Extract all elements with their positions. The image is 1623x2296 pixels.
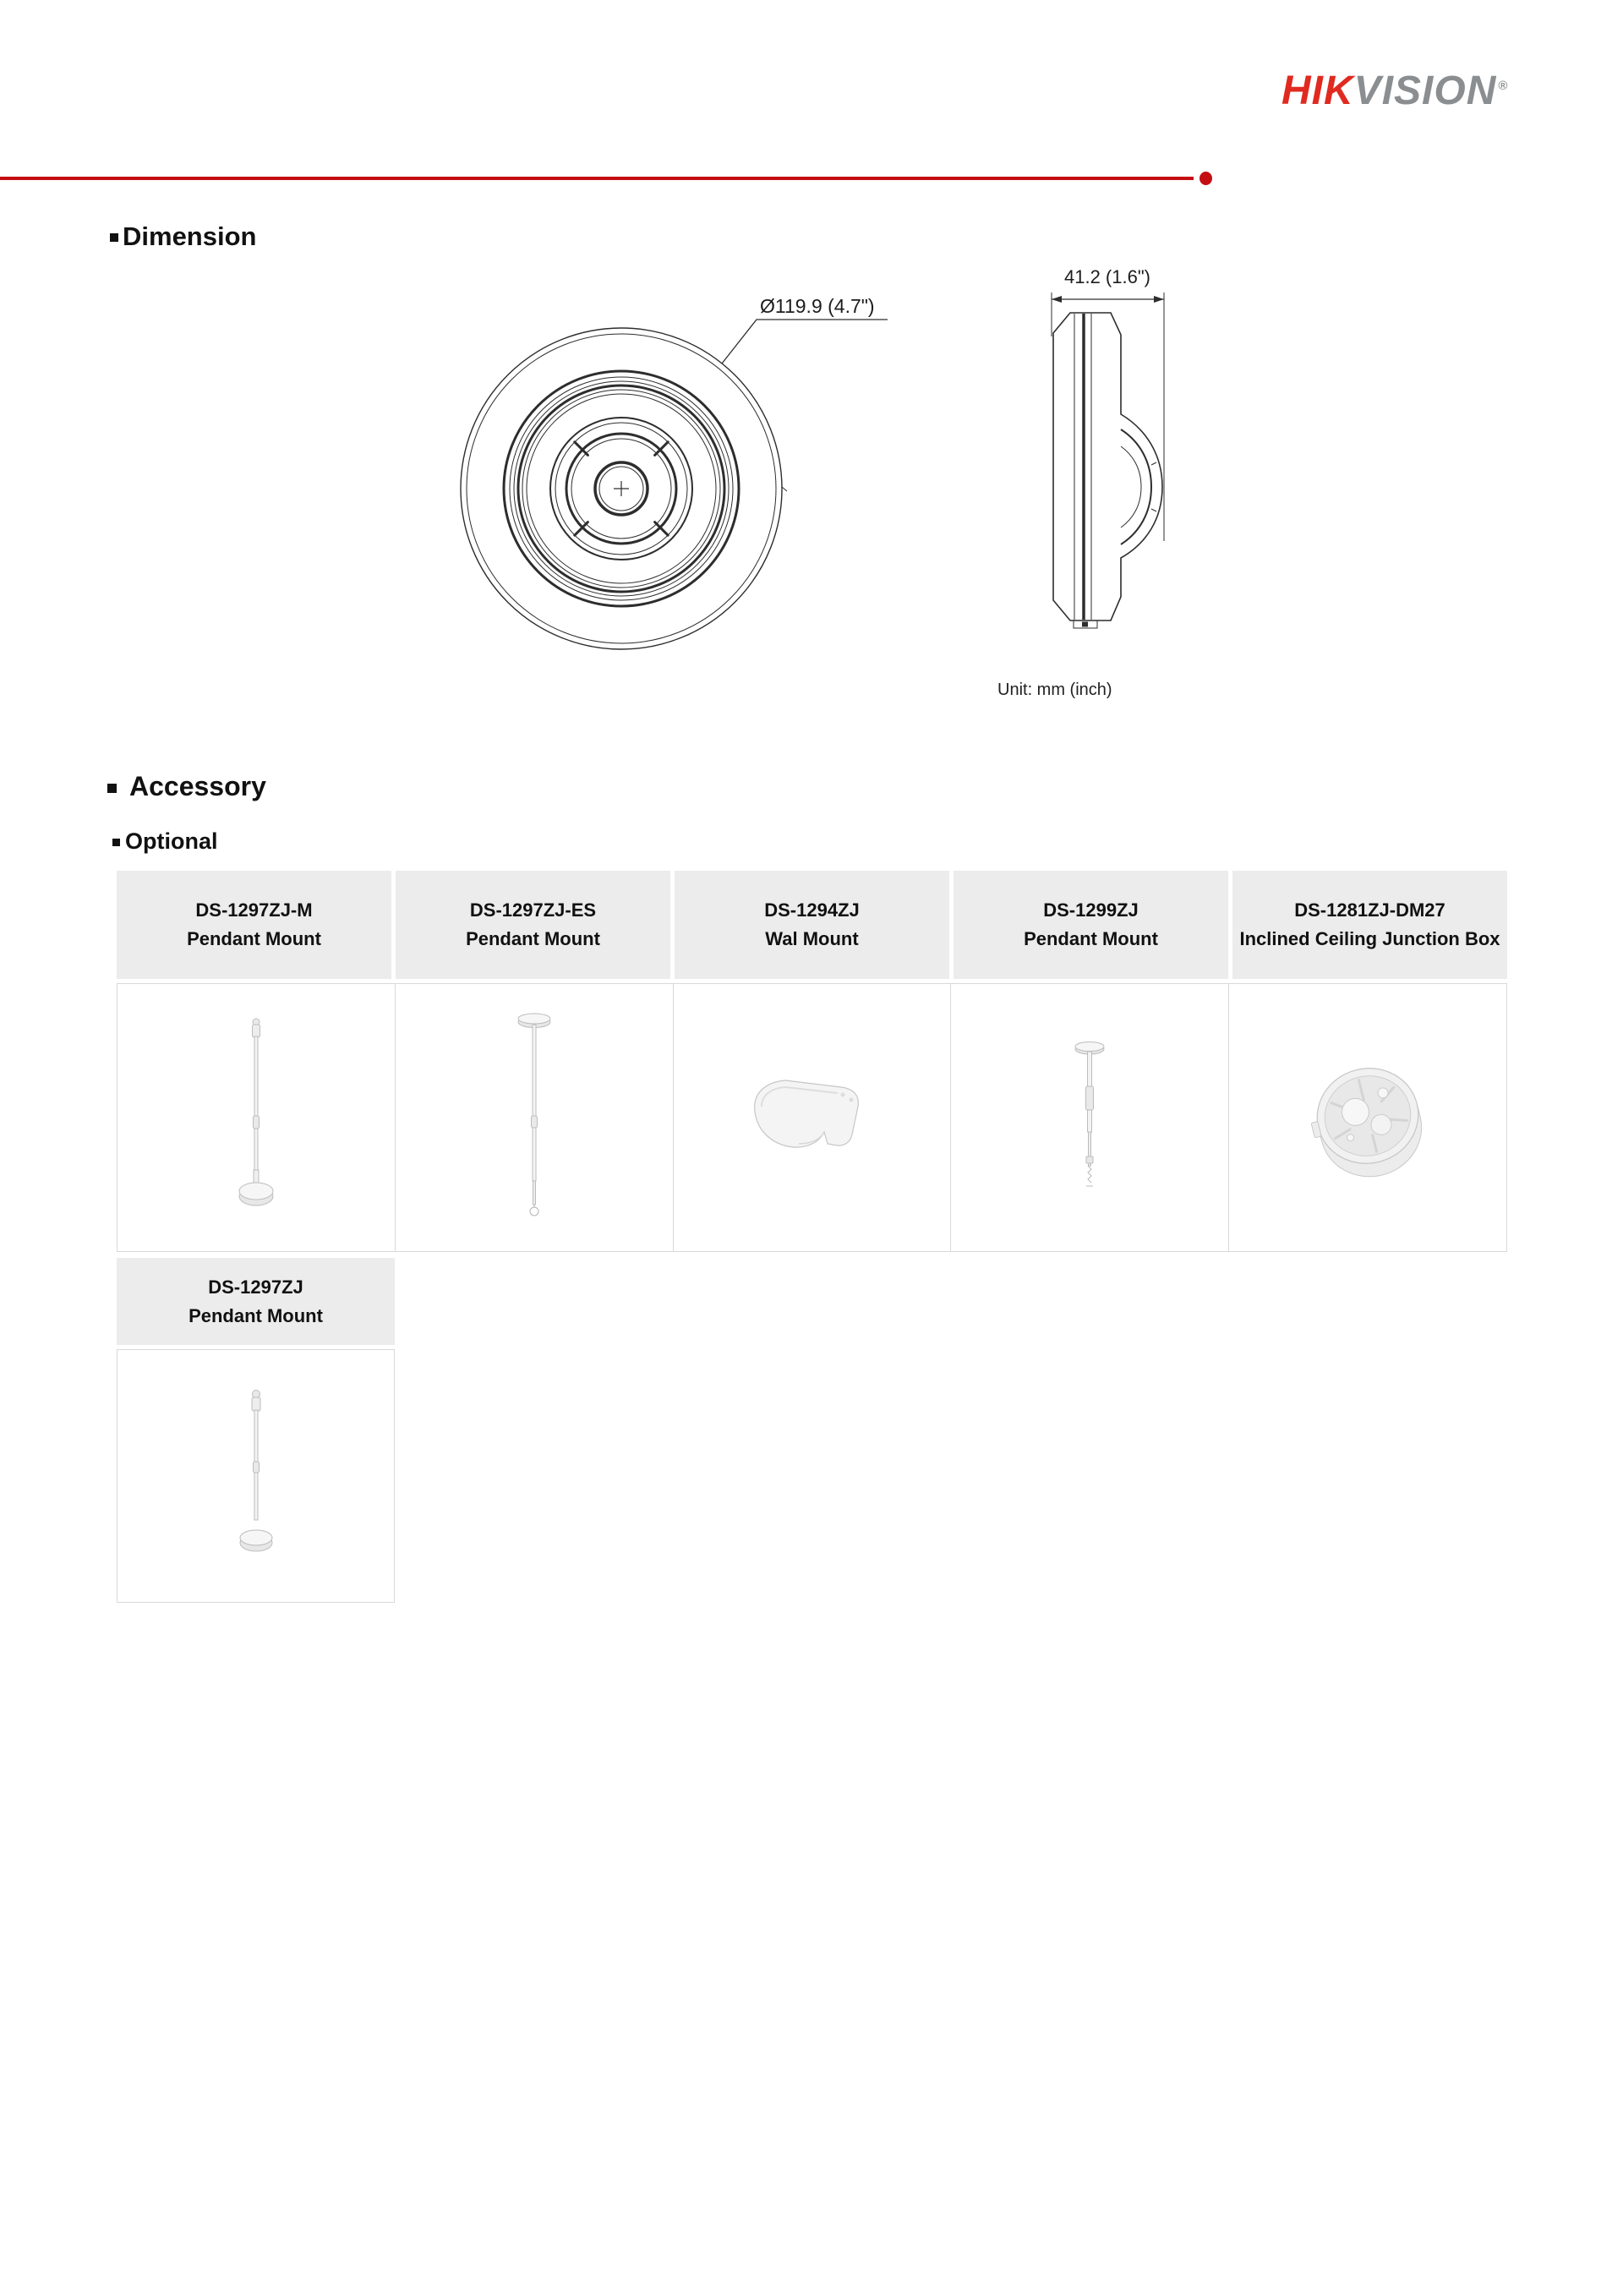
front-diameter-label: Ø119.9 (4.7") bbox=[760, 295, 875, 317]
accessory-model: DS-1281ZJ-DM27 bbox=[1294, 899, 1445, 921]
accessory-table-row2 bbox=[117, 1258, 395, 1603]
accessory-header-cell bbox=[954, 871, 1228, 979]
dimension-heading-label: Dimension bbox=[123, 221, 257, 251]
accessory-header-row bbox=[117, 871, 1507, 979]
accessory-model: DS-1297ZJ bbox=[208, 1276, 303, 1298]
pendant-mount-1299-image bbox=[1064, 1037, 1115, 1198]
logo-hik-text: HIK bbox=[1281, 68, 1354, 113]
accessory-model: DS-1299ZJ bbox=[1043, 899, 1139, 921]
accessory-header-cell bbox=[1232, 871, 1507, 979]
unit-note: Unit: mm (inch) bbox=[997, 681, 1112, 699]
accessory-header-cell bbox=[117, 871, 391, 979]
accessory-heading-label: Accessory bbox=[129, 771, 266, 801]
accessory-image-row bbox=[117, 983, 1507, 1252]
accessory-type: Pendant Mount bbox=[1024, 928, 1158, 949]
accessory-type: Pendant Mount bbox=[189, 1304, 323, 1326]
registered-trademark-icon: ® bbox=[1498, 79, 1509, 93]
pendant-mount-m-image bbox=[231, 1016, 281, 1219]
optional-subheading-label: Optional bbox=[125, 828, 218, 854]
accessory-model: DS-1294ZJ bbox=[764, 899, 860, 921]
accessory-image-cell bbox=[117, 1349, 395, 1603]
wall-mount-image bbox=[740, 1063, 883, 1173]
side-width-label: 41.2 (1.6") bbox=[1064, 266, 1150, 287]
accessory-image-cell bbox=[1229, 983, 1507, 1252]
accessory-header-cell bbox=[117, 1258, 395, 1345]
accessory-image-cell bbox=[951, 983, 1229, 1252]
side-view-drawing bbox=[1040, 287, 1175, 659]
section-bullet-icon bbox=[112, 839, 120, 846]
section-bullet-icon bbox=[107, 784, 117, 793]
logo-vision-text: VISION bbox=[1353, 68, 1497, 113]
junction-box-image bbox=[1304, 1050, 1431, 1185]
red-divider-dot-icon bbox=[1199, 172, 1212, 185]
accessory-image-cell bbox=[396, 983, 674, 1252]
red-divider-line bbox=[0, 177, 1194, 180]
accessory-type: Wal Mount bbox=[765, 928, 859, 949]
accessory-heading bbox=[107, 771, 266, 802]
accessory-header-cell bbox=[675, 871, 949, 979]
accessory-type: Pendant Mount bbox=[466, 928, 600, 949]
accessory-header-cell bbox=[396, 871, 670, 979]
accessory-type: Pendant Mount bbox=[187, 928, 321, 949]
pendant-mount-1297-image bbox=[231, 1387, 281, 1565]
section-bullet-icon bbox=[110, 233, 118, 242]
accessory-image-cell bbox=[117, 983, 396, 1252]
accessory-model: DS-1297ZJ-ES bbox=[469, 899, 597, 921]
pendant-mount-es-image bbox=[509, 1008, 560, 1227]
accessory-type: Inclined Ceiling Junction Box bbox=[1239, 928, 1500, 949]
dimension-heading bbox=[110, 221, 256, 252]
accessory-image-cell bbox=[674, 983, 952, 1252]
front-view-drawing bbox=[456, 287, 896, 659]
optional-subheading bbox=[112, 828, 218, 855]
accessory-table bbox=[117, 871, 1507, 1252]
hikvision-logo bbox=[1281, 64, 1508, 113]
accessory-model: DS-1297ZJ-M bbox=[195, 899, 313, 921]
